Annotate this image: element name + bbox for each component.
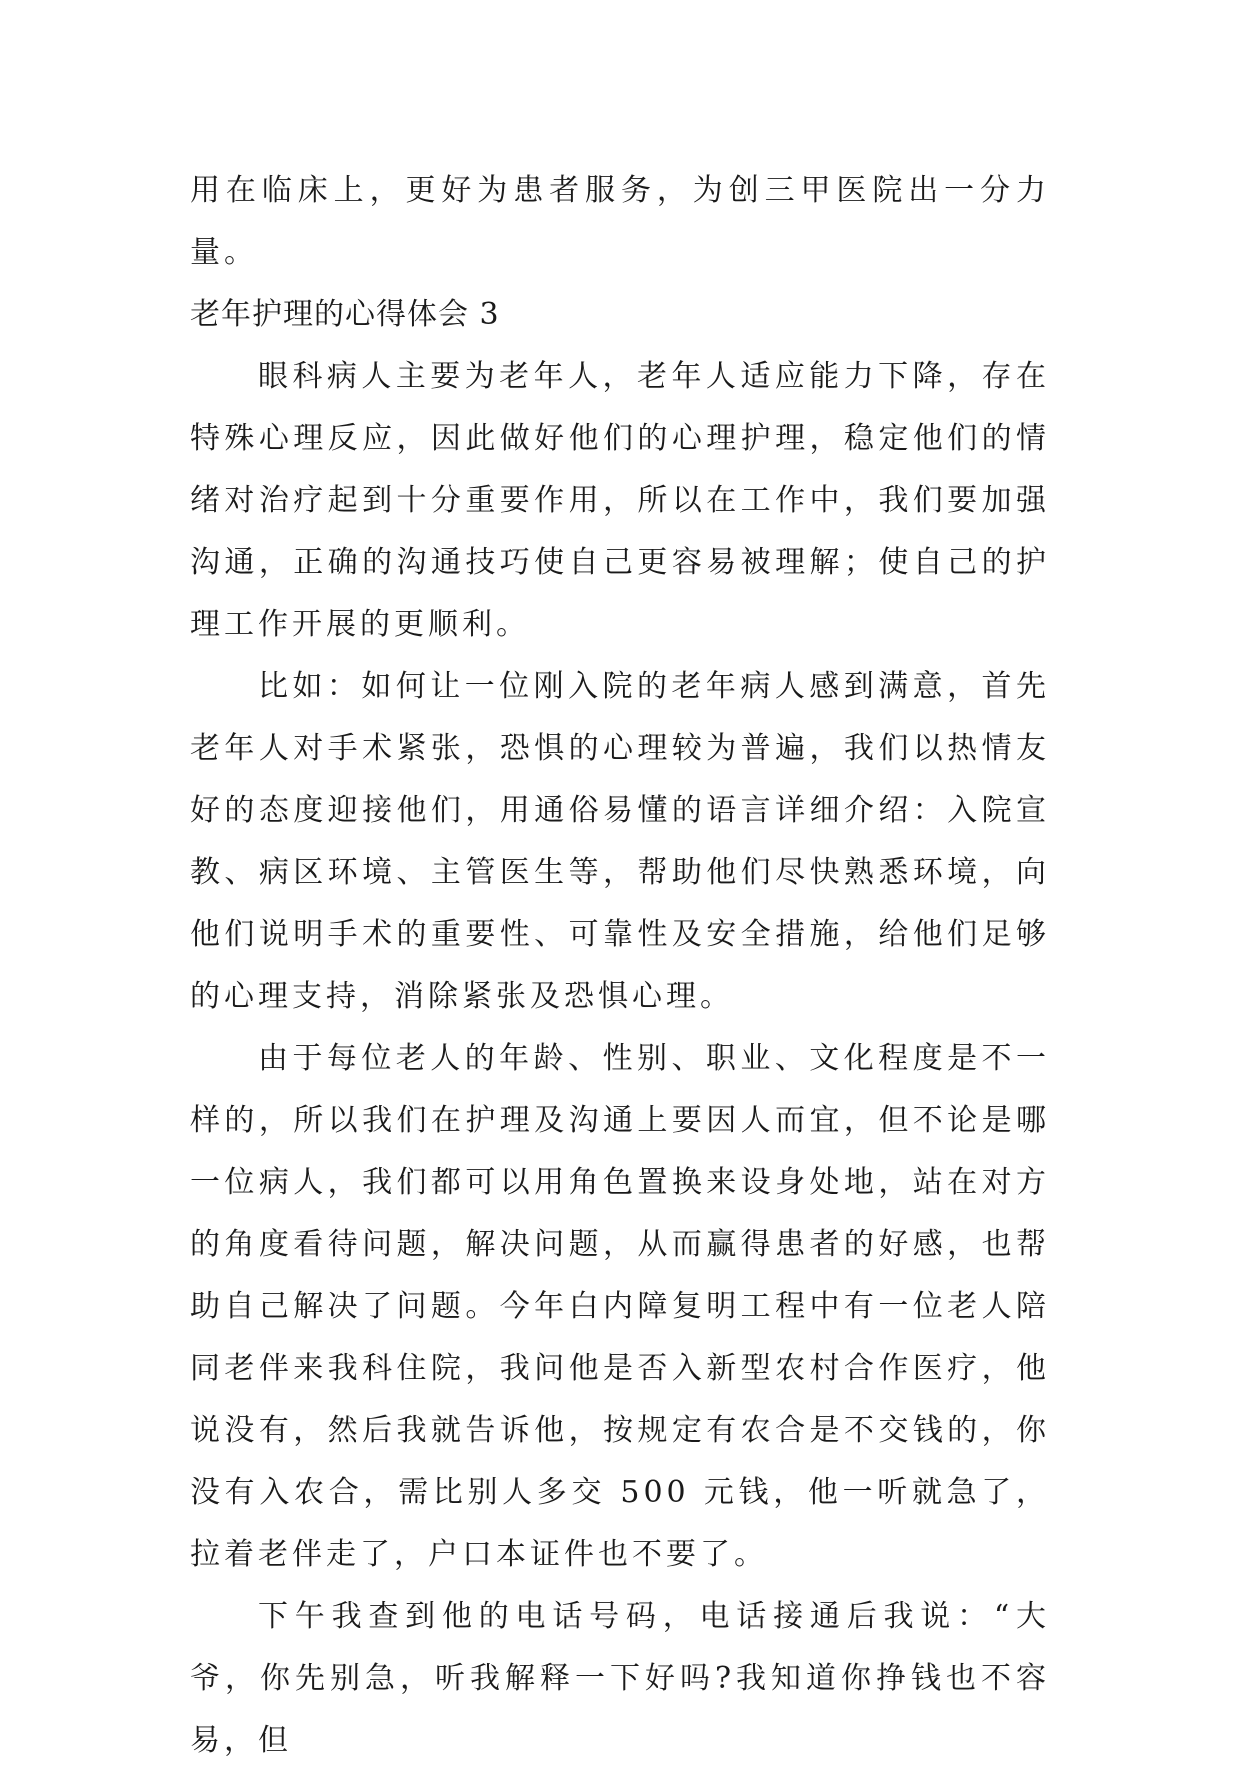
paragraph-4: 下午我查到他的电话号码，电话接通后我说：“大爷，你先别急，听我解释一下好吗?我知道你挣钱也不容易，但 bbox=[190, 1599, 1050, 1758]
paragraph-1: 眼科病人主要为老年人，老年人适应能力下降，存在特殊心理反应，因此做好他们的心理护理，稳定他们的情绪对治疗起到十分重要作用，所以在工作中，我们要加强沟通，正确的沟通技巧使自己更容易被理解；使自己的护理工作开展的更顺利。 bbox=[190, 359, 1050, 642]
paragraph-3: 由于每位老人的年龄、性别、职业、文化程度是不一样的，所以我们在护理及沟通上要因人而宜，但不论是哪一位病人，我们都可以用角色置换来设身处地，站在对方的角度看待问题，解决问题，从而赢得患者的好感，也帮助自己解决了问题。今年白内障复明工程中有一位老人陪同老伴来我科住院，我问他是否入新型农村合作医疗，他说没有，然后我就告诉他，按规定有农合是不交钱的，你没有入农合，需比别人多交 500 元钱，他一听就急了，拉着老伴走了，户口本证件也不要了。 bbox=[190, 1041, 1050, 1572]
document-body bbox=[190, 160, 1050, 1772]
continued-text: 用在临床上，更好为患者服务，为创三甲医院出一分力量。 bbox=[190, 173, 1050, 270]
paragraph-2: 比如：如何让一位刚入院的老年病人感到满意，首先老年人对手术紧张，恐惧的心理较为普遍，我们以热情友好的态度迎接他们，用通俗易懂的语言详细介绍：入院宣教、病区环境、主管医生等，帮助他们尽快熟悉环境，向他们说明手术的重要性、可靠性及安全措施，给他们足够的心理支持，消除紧张及恐惧心理。 bbox=[190, 669, 1050, 1014]
section-heading: 老年护理的心得体会 3 bbox=[190, 297, 500, 332]
